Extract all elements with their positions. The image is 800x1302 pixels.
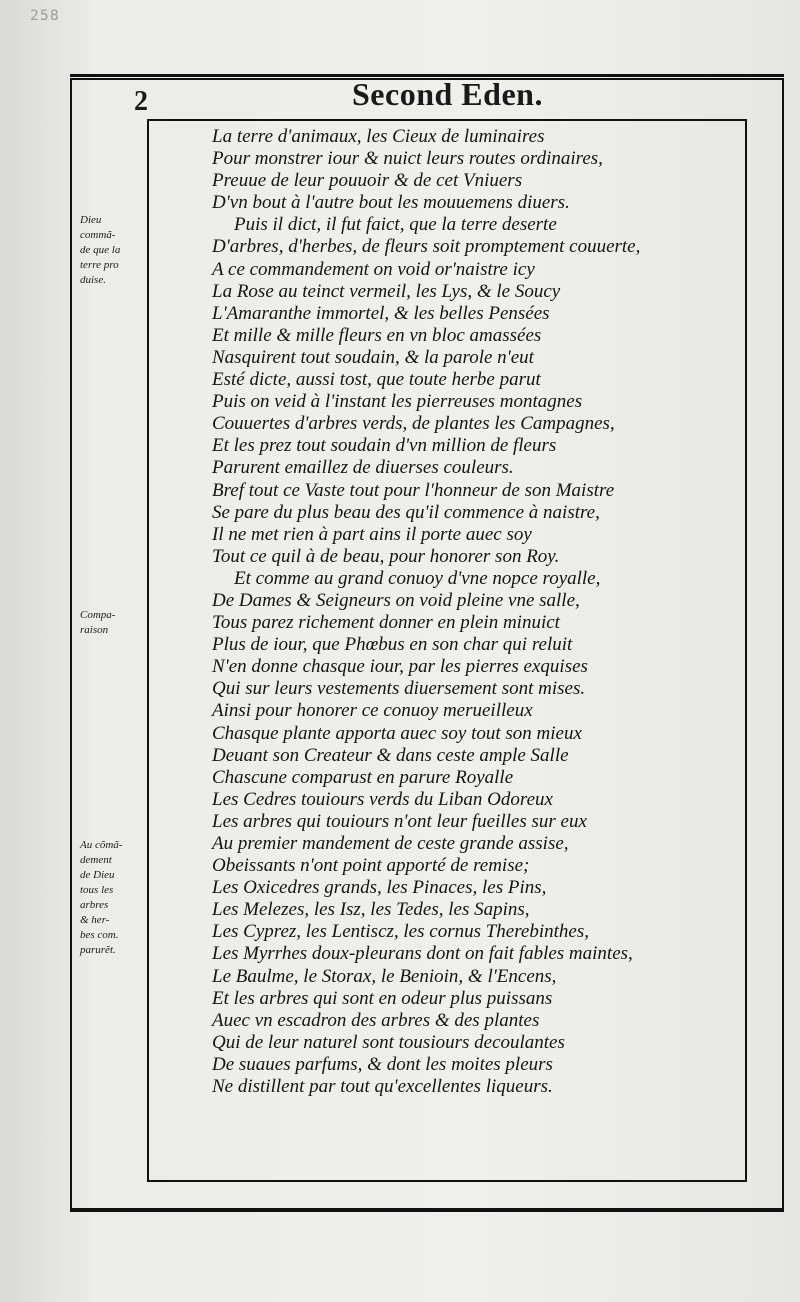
margin-note: Compa- raison [80, 609, 116, 636]
poem-line: Les Cedres touiours verds du Liban Odoreux [212, 788, 553, 810]
library-stamp-number: 258 [30, 8, 60, 24]
poem-line: Esté dicte, aussi tost, que toute herbe parut [212, 369, 541, 391]
poem-line: La terre d'animaux, les Cieux de luminaires [212, 126, 545, 147]
poem-line: Tous parez richement donner en plein minuict [212, 612, 560, 634]
poem-line: Tout ce quil à de beau, pour honorer son Roy. [212, 545, 560, 567]
poem-line: Bref tout ce Vaste tout pour l'honneur de son Maistre [212, 479, 615, 501]
poem-line: Et comme au grand conuoy d'vne nopce royalle, [234, 567, 601, 589]
poem-line: Et mille & mille fleurs en vn bloc amassées [212, 324, 542, 346]
poem-line: Il ne met rien à part ains il porte auec soy [212, 523, 532, 545]
poem-line: Chascune comparust en parure Royalle [212, 766, 514, 788]
poem-line: Les Oxicedres grands, les Pinaces, les Pins, [212, 877, 547, 899]
frame-bottom-rule [70, 1208, 784, 1211]
page-number: 2 [134, 86, 148, 117]
poem-line: Couuertes d'arbres verds, de plantes les Campagnes, [212, 413, 615, 435]
poem-line: Ainsi pour honorer ce conuoy merueilleux [212, 700, 533, 722]
poem-line: L'Amaranthe immortel, & les belles Pensées [212, 302, 550, 324]
poem-line: Le Baulme, le Storax, le Benioin, & l'Encens, [212, 965, 557, 987]
poem-line: A ce commandement on void or'naistre icy [212, 258, 535, 280]
poem-line: Et les arbres qui sont en odeur plus puissans [212, 987, 553, 1009]
poem-line: Et les prez tout soudain d'vn million de fleurs [212, 435, 557, 457]
poem-line: De Dames & Seigneurs on void pleine vne salle, [212, 589, 580, 611]
poem-line: Les Melezes, les Isz, les Tedes, les Sapins, [212, 899, 530, 921]
poem-line: Deuant son Createur & dans ceste ample Salle [212, 744, 569, 766]
poem-line: Au premier mandement de ceste grande assise, [212, 833, 569, 854]
poem-line: Puis on veid à l'instant les pierreuses montagnes [212, 391, 583, 413]
poem-line: Preuue de leur pouuoir & de cet Vniuers [212, 170, 523, 192]
poem-line: Les Myrrhes doux-pleurans dont on fait fables maintes, [212, 943, 633, 965]
poem-line: Qui de leur naturel sont tousiours decoulantes [212, 1031, 565, 1053]
poem-line: D'vn bout à l'autre bout les mouuemens diuers. [212, 192, 570, 214]
poem-line: De suaues parfums, & dont les moites pleurs [212, 1053, 553, 1075]
margin-note: Dieu commã- de que la terre pro duise. [80, 214, 121, 286]
margin-note: Au cõmã- dement de Dieu tous les arbres & her- bes com. parurẽt. [80, 839, 123, 956]
poem-line: Parurent emaillez de diuerses couleurs. [212, 457, 514, 479]
poem-line: Nasquirent tout soudain, & la parole n'eut [212, 346, 534, 368]
poem-line: Qui sur leurs vestements diuersement sont mises. [212, 678, 586, 700]
poem-line: Les Cyprez, les Lentiscz, les cornus Therebinthes, [212, 921, 589, 943]
poem-line: Ne distillent par tout qu'excellentes liqueurs. [212, 1076, 553, 1098]
poem-line: Obeissants n'ont point apporté de remise; [212, 855, 530, 877]
poem-line: Chasque plante apporta auec soy tout son mieux [212, 722, 582, 744]
poem-line: Auec vn escadron des arbres & des plantes [212, 1009, 540, 1031]
poem-line: Puis il dict, il fut faict, que la terre deserte [234, 214, 557, 236]
poem-line: N'en donne chasque iour, par les pierres exquises [212, 656, 588, 678]
poem-line: Plus de iour, que Phœbus en son char qui reluit [212, 634, 573, 656]
poem-line: D'arbres, d'herbes, de fleurs soit promptement couuerte, [212, 236, 641, 258]
poem-line: Les arbres qui touiours n'ont leur fueilles sur eux [212, 810, 587, 832]
poem-line: Se pare du plus beau des qu'il commence à naistre, [212, 501, 600, 523]
running-title: Second Eden. [352, 76, 543, 112]
poem-text [212, 126, 752, 1098]
poem-line: La Rose au teinct vermeil, les Lys, & le Soucy [212, 280, 561, 302]
poem-line: Pour monstrer iour & nuict leurs routes ordinaires, [212, 148, 603, 170]
